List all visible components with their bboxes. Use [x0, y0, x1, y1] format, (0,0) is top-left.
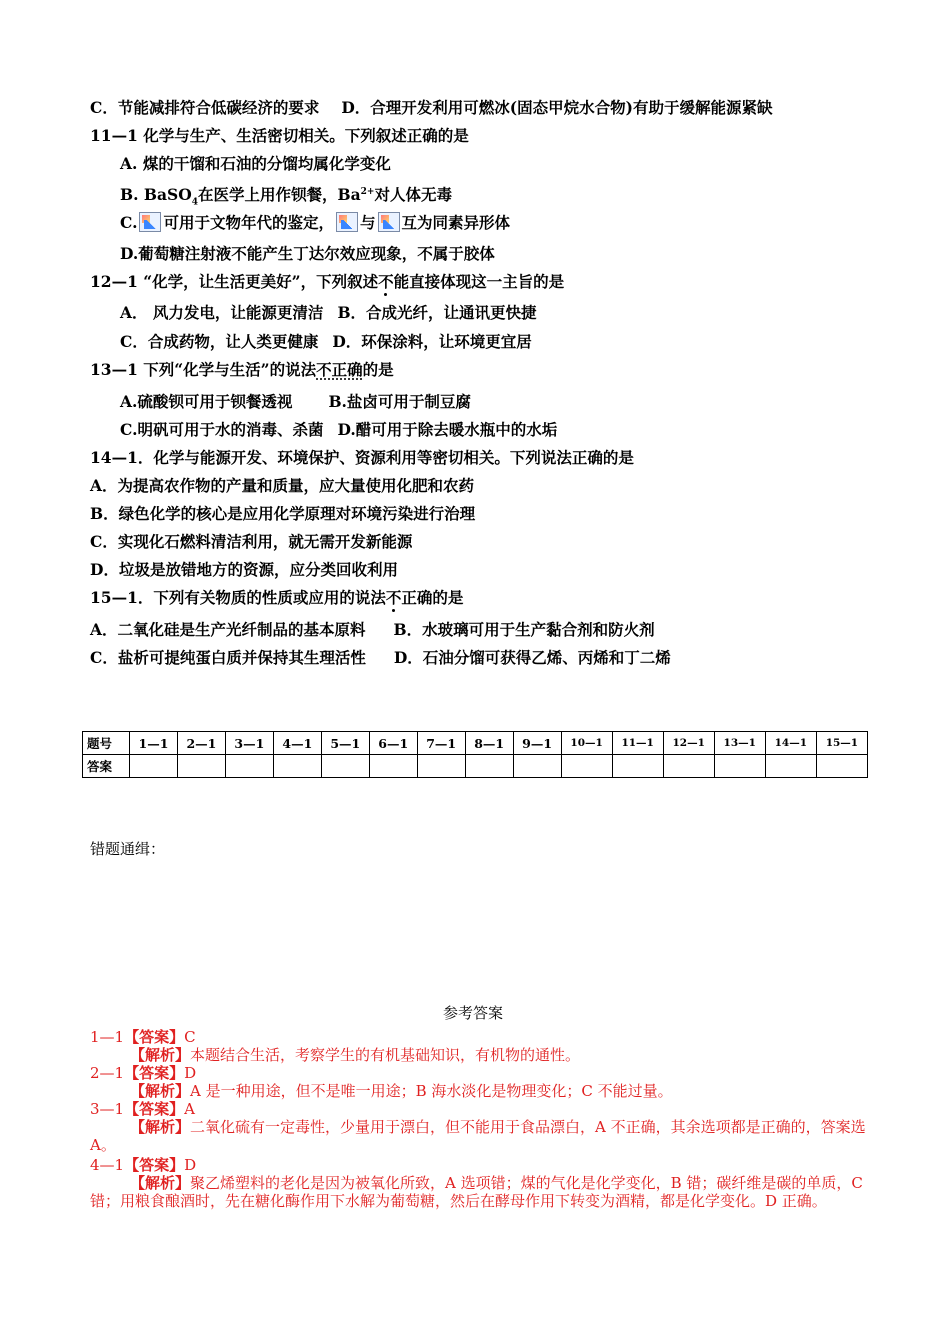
answer-cell[interactable] — [816, 755, 867, 778]
answer-2-line — [90, 1064, 880, 1082]
q12-options-ab — [120, 303, 537, 323]
q10-option-c: C．节能减排符合低碳经济的要求 — [90, 98, 320, 117]
answer-1-line — [90, 1028, 880, 1046]
answer-cell[interactable] — [513, 755, 561, 778]
answer-tag: 【答案】 — [124, 1100, 185, 1118]
q12-stem — [90, 272, 564, 292]
answer-cell[interactable] — [369, 755, 417, 778]
q10-options-cd — [90, 98, 772, 118]
q12-option-b: B．合成光纤，让通讯更快捷 — [337, 303, 537, 322]
q12-option-c: C．合成药物，让人类更健康 — [120, 332, 319, 351]
q15-option-a: A．二氧化硅是生产光纤制品的基本原料 — [90, 620, 366, 639]
q11-b-text3: 对人体无毒 — [374, 185, 452, 205]
table-cell: 13—1 — [714, 732, 765, 755]
explanation-tag: 【解析】 — [130, 1174, 191, 1192]
answer-cell[interactable] — [225, 755, 273, 778]
answer-4-explanation — [90, 1174, 880, 1210]
table-cell: 14—1 — [765, 732, 816, 755]
table-cell: 3—1 — [225, 732, 273, 755]
table-row-numbers — [83, 732, 868, 755]
broken-image-icon — [336, 212, 358, 232]
q15-text1: 15—1．下列有关物质的性质或应用的说法 — [90, 588, 386, 607]
table-cell: 11—1 — [612, 732, 663, 755]
explanation-tag: 【解析】 — [130, 1118, 191, 1136]
q11-stem: 11—1 化学与生产、生活密切相关。下列叙述正确的是 — [90, 126, 469, 145]
answer-cell[interactable] — [465, 755, 513, 778]
answers-title: 参考答案 — [443, 1004, 504, 1022]
table-cell: 7—1 — [417, 732, 465, 755]
q14-option-c: C．实现化石燃料清洁利用，就无需开发新能源 — [90, 532, 413, 551]
table-header-number: 题号 — [83, 732, 130, 755]
answer-4-line — [90, 1156, 880, 1174]
table-cell: 9—1 — [513, 732, 561, 755]
answer-3-line — [90, 1100, 880, 1118]
explanation-text: 聚乙烯塑料的老化是因为被氧化所致，A 选项错；煤的气化是化学变化，B 错；碳纤维是碳的单质，C 错；用粮食酿酒时，先在糖化酶作用下水解为葡萄糖，然后在酵母作用下转变为酒精，都是化学变化。D 正确。 — [90, 1174, 863, 1210]
q10-option-d: D．合理开发利用可燃冰(固态甲烷水合物)有助于缓解能源紧缺 — [341, 98, 773, 117]
q11-c-text1: 可用于文物年代的鉴定， — [163, 213, 334, 232]
answer-tag: 【答案】 — [124, 1028, 185, 1046]
broken-image-icon — [139, 212, 161, 232]
answer-cell[interactable] — [663, 755, 714, 778]
q13-option-b: B.盐卤可用于制豆腐 — [328, 392, 471, 411]
q13-options-ab — [120, 392, 471, 412]
q13-text1: 13—1 下列“化学与生活”的说法 — [90, 360, 317, 379]
answer-1-explanation — [90, 1046, 880, 1064]
q13-emphasis: 不正确 — [316, 360, 363, 379]
explanation-text: 二氧化硫有一定毒性，少量用于漂白，但不能用于食品漂白，A 不正确，其余选项都是正确的，答案选 A。 — [90, 1118, 866, 1154]
q11-option-c — [120, 212, 510, 233]
q12-option-d: D．环保涂料，让环境更宜居 — [332, 332, 532, 351]
q14-option-b: B．绿色化学的核心是应用化学原理对环境污染进行治理 — [90, 504, 476, 523]
q12-emphasis: 不 — [378, 272, 394, 291]
answer-cell[interactable] — [417, 755, 465, 778]
q11-c-text3: 互为同素异形体 — [401, 213, 511, 232]
explanation-text: A 是一种用途，但不是唯一用途；B 海水淡化是物理变化；C 不能过量。 — [190, 1082, 673, 1100]
answer-2 — [90, 1064, 880, 1100]
answer-value: A — [184, 1100, 195, 1118]
answer-cell[interactable] — [714, 755, 765, 778]
q13-option-d: D.醋可用于除去暖水瓶中的水垢 — [337, 420, 558, 439]
q15-options-ab — [90, 620, 655, 640]
answer-value: D — [184, 1156, 197, 1174]
q15-option-b: B．水玻璃可用于生产黏合剂和防火剂 — [393, 620, 655, 639]
table-row-answers — [83, 755, 868, 778]
answer-3 — [90, 1100, 880, 1154]
answer-number: 4—1 — [90, 1156, 125, 1174]
q12-option-a: A． 风力发电，让能源更清洁 — [120, 303, 324, 322]
q11-b-text2: 在医学上用作钡餐，Ba — [198, 185, 361, 205]
answer-4 — [90, 1156, 880, 1210]
q14-option-d: D．垃圾是放错地方的资源，应分类回收利用 — [90, 560, 398, 579]
answer-number: 3—1 — [90, 1100, 125, 1118]
table-cell: 5—1 — [321, 732, 369, 755]
answer-cell[interactable] — [273, 755, 321, 778]
answer-cell[interactable] — [177, 755, 225, 778]
q13-options-cd — [120, 420, 557, 440]
answer-tag: 【答案】 — [124, 1156, 185, 1174]
table-cell: 2—1 — [177, 732, 225, 755]
answer-cell[interactable] — [130, 755, 178, 778]
answer-3-explanation — [90, 1118, 880, 1154]
answer-cell[interactable] — [765, 755, 816, 778]
q11-b-subscript: 4 — [191, 197, 198, 208]
mistakes-label: 错题通缉： — [90, 840, 166, 858]
explanation-tag: 【解析】 — [130, 1046, 191, 1064]
q15-text2: 正确的是 — [401, 588, 464, 607]
answer-2-explanation — [90, 1082, 880, 1100]
q11-b-superscript: 2+ — [360, 187, 375, 197]
q14-option-a: A．为提高农作物的产量和质量，应大量使用化肥和农药 — [90, 476, 475, 495]
answer-value: C — [184, 1028, 196, 1046]
explanation-text: 本题结合生活，考察学生的有机基础知识，有机物的通性。 — [190, 1046, 581, 1064]
q12-text2: 能直接体现这一主旨的是 — [393, 272, 565, 291]
table-header-answer: 答案 — [83, 755, 130, 778]
answer-table — [82, 731, 868, 778]
answer-tag: 【答案】 — [124, 1064, 185, 1082]
table-cell: 1—1 — [130, 732, 178, 755]
q11-option-a: A. 煤的干馏和石油的分馏均属化学变化 — [120, 154, 391, 173]
q13-option-c: C.明矾可用于水的消毒、杀菌 — [120, 420, 324, 439]
q11-c-label: C. — [120, 213, 138, 232]
table-cell: 15—1 — [816, 732, 867, 755]
broken-image-icon — [378, 212, 400, 232]
q15-emphasis: 不 — [385, 588, 402, 607]
q11-c-text2: 与 — [359, 213, 376, 232]
q14-stem: 14—1．化学与能源开发、环境保护、资源利用等密切相关。下列说法正确的是 — [90, 448, 634, 467]
answer-number: 2—1 — [90, 1064, 125, 1082]
table-cell: 4—1 — [273, 732, 321, 755]
q12-options-cd — [120, 332, 532, 352]
q11-b-text1: B. BaSO — [120, 185, 192, 205]
table-cell: 6—1 — [369, 732, 417, 755]
answer-value: D — [184, 1064, 197, 1082]
q11-option-d: D.葡萄糖注射液不能产生丁达尔效应现象，不属于胶体 — [120, 244, 495, 263]
q13-stem — [90, 360, 394, 380]
q15-options-cd — [90, 648, 671, 668]
q13-text2: 的是 — [362, 360, 394, 379]
q15-stem — [90, 588, 463, 608]
answer-cell[interactable] — [561, 755, 612, 778]
q12-text1: 12—1 “化学，让生活更美好”，下列叙述 — [90, 272, 379, 291]
table-cell: 12—1 — [663, 732, 714, 755]
q13-option-a: A.硫酸钡可用于钡餐透视 — [120, 392, 293, 411]
answer-1 — [90, 1028, 880, 1064]
answer-cell[interactable] — [612, 755, 663, 778]
answer-number: 1—1 — [90, 1028, 125, 1046]
table-cell: 10—1 — [561, 732, 612, 755]
q11-option-b — [120, 182, 452, 212]
q15-option-d: D．石油分馏可获得乙烯、丙烯和丁二烯 — [393, 648, 671, 667]
explanation-tag: 【解析】 — [130, 1082, 191, 1100]
answer-cell[interactable] — [321, 755, 369, 778]
table-cell: 8—1 — [465, 732, 513, 755]
q15-option-c: C．盐析可提纯蛋白质并保持其生理活性 — [90, 648, 366, 667]
